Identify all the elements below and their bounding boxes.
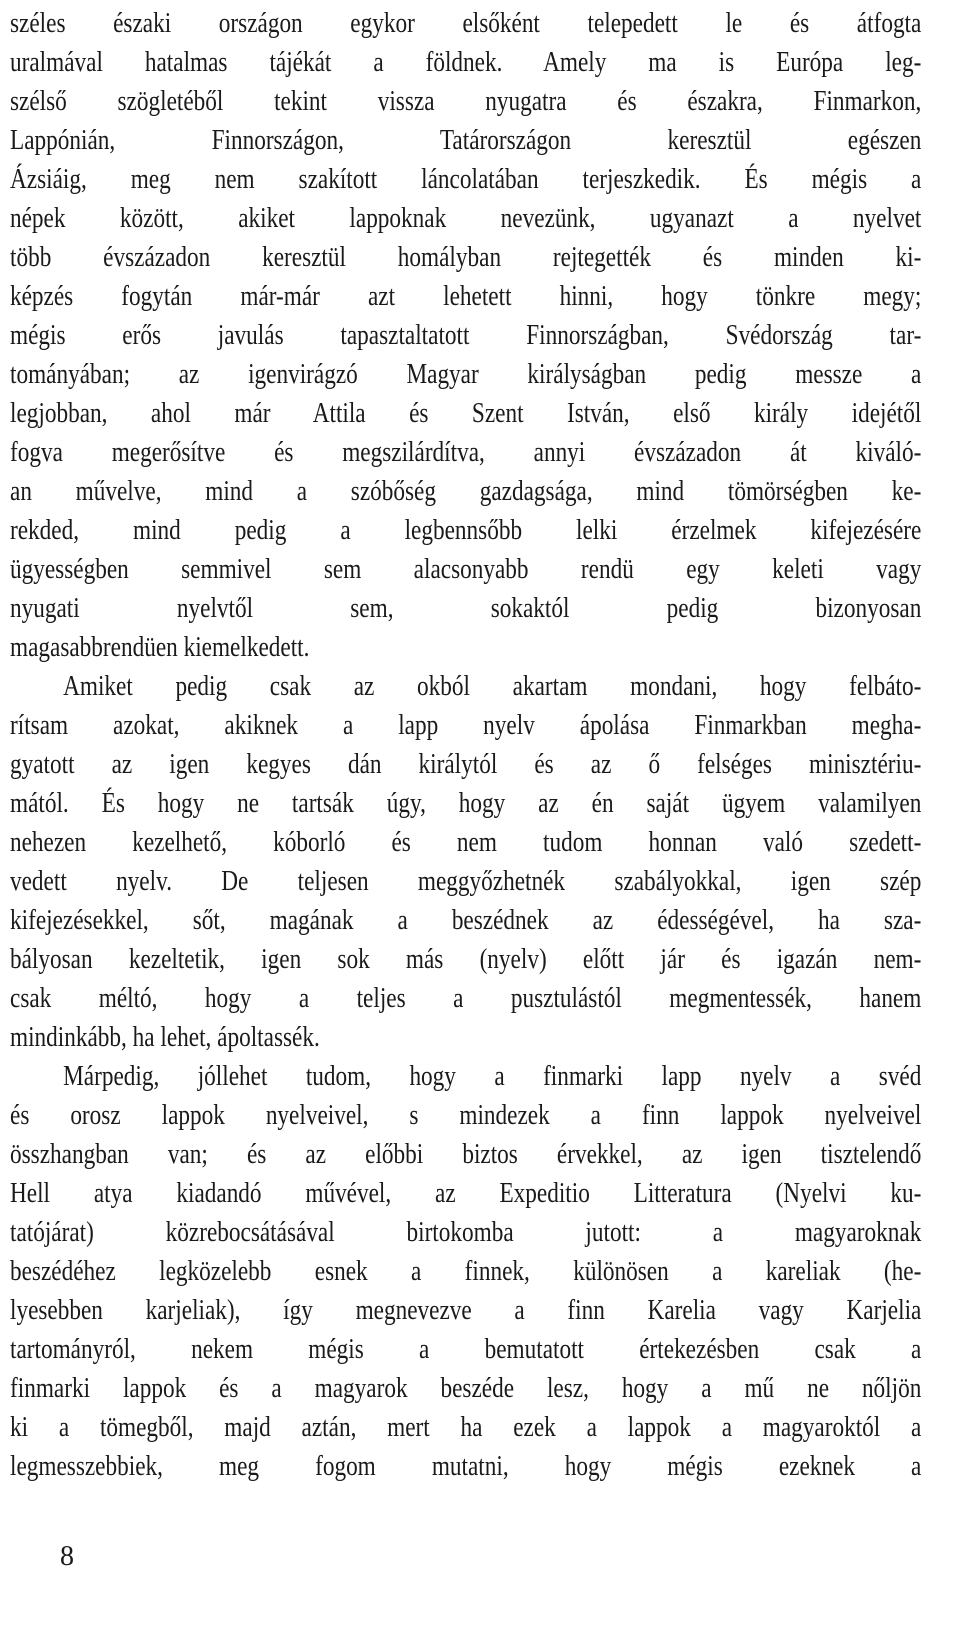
- text-line-5: Ázsiáig, meg nem szakított láncolatában terjeszkedik. És mégis a: [10, 164, 922, 195]
- text-line-18: Amiket pedig csak az okból akartam mondani, hogy felbáto-: [63, 671, 922, 702]
- text-line-28: Márpedig, jóllehet tudom, hogy a finmarki lapp nyelv a svéd: [63, 1061, 922, 1092]
- text-line-29: és orosz lappok nyelveivel, s mindezek a finn lappok nyelveivel: [10, 1100, 922, 1131]
- text-line-24: kifejezésekkel, sőt, magának a beszédnek az édességével, ha sza-: [10, 905, 922, 936]
- text-line-19: rítsam azokat, akiknek a lapp nyelv ápolása Finmarkban megha-: [10, 710, 922, 741]
- text-line-27: mindinkább, ha lehet, ápoltassék.: [10, 1022, 320, 1053]
- text-line-26: csak méltó, hogy a teljes a pusztulástól megmentessék, hanem: [10, 983, 922, 1014]
- text-line-37: ki a tömegből, majd aztán, mert ha ezek a lappok a magyaroktól a: [10, 1412, 922, 1443]
- text-line-34: lyesebben karjeliak), így megnevezve a finn Karelia vagy Karjelia: [10, 1295, 922, 1326]
- body-text: [10, 4, 921, 1486]
- text-line-31: Hell atya kiadandó művével, az Expeditio Litteratura (Nyelvi ku-: [10, 1178, 922, 1209]
- text-line-9: mégis erős javulás tapasztaltatott Finnországban, Svédország tar-: [10, 320, 922, 351]
- text-line-4: Lappónián, Finnországon, Tatárországon keresztül egészen: [10, 125, 922, 156]
- text-line-25: bályosan kezeltetik, igen sok más (nyelv) előtt jár és igazán nem-: [10, 944, 922, 975]
- text-line-23: vedett nyelv. De teljesen meggyőzhetnék szabályokkal, igen szép: [10, 866, 922, 897]
- text-line-1: széles északi országon egykor elsőként telepedett le és átfogta: [10, 8, 922, 39]
- text-line-20: gyatott az igen kegyes dán királytól és az ő felséges minisztériu-: [10, 749, 922, 780]
- text-line-17: magasabbrendüen kiemelkedett.: [10, 632, 310, 663]
- text-line-30: összhangban van; és az előbbi biztos érvekkel, az igen tisztelendő: [10, 1139, 922, 1170]
- text-line-38: legmesszebbiek, meg fogom mutatni, hogy mégis ezeknek a: [10, 1451, 922, 1482]
- text-line-15: ügyességben semmivel sem alacsonyabb rendü egy keleti vagy: [10, 554, 922, 585]
- text-line-7: több évszázadon keresztül homályban rejtegették és minden ki-: [10, 242, 922, 273]
- text-line-16: nyugati nyelvtől sem, sokaktól pedig bizonyosan: [10, 593, 922, 624]
- text-line-33: beszédéhez legközelebb esnek a finnek, különösen a kareliak (he-: [10, 1256, 922, 1287]
- text-line-32: tatójárat) közrebocsátásával birtokomba jutott: a magyaroknak: [10, 1217, 922, 1248]
- text-line-2: uralmával hatalmas tájékát a földnek. Amely ma is Európa leg-: [10, 47, 922, 78]
- text-line-8: képzés fogytán már-már azt lehetett hinni, hogy tönkre megy;: [10, 281, 922, 312]
- text-line-10: tományában; az igenvirágzó Magyar királyságban pedig messze a: [10, 359, 922, 390]
- text-line-35: tartományról, nekem mégis a bemutatott értekezésben csak a: [10, 1334, 922, 1365]
- text-line-21: mától. És hogy ne tartsák úgy, hogy az én saját ügyem valamilyen: [10, 788, 922, 819]
- text-line-14: rekded, mind pedig a legbennsőbb lelki érzelmek kifejezésére: [10, 515, 922, 546]
- page-number: 8: [60, 1541, 74, 1572]
- text-line-36: finmarki lappok és a magyarok beszéde lesz, hogy a mű ne nőljön: [10, 1373, 922, 1404]
- text-line-13: an művelve, mind a szóbőség gazdagsága, mind tömörségben ke-: [10, 476, 922, 507]
- text-line-3: szélső szögletéből tekint vissza nyugatra és északra, Finmarkon,: [10, 86, 922, 117]
- text-line-12: fogva megerősítve és megszilárdítva, annyi évszázadon át kiváló-: [10, 437, 922, 468]
- text-line-6: népek között, akiket lappoknak nevezünk, ugyanazt a nyelvet: [10, 203, 922, 234]
- text-line-22: nehezen kezelhető, kóborló és nem tudom honnan való szedett-: [10, 827, 922, 858]
- text-line-11: legjobban, ahol már Attila és Szent István, első király idejétől: [10, 398, 922, 429]
